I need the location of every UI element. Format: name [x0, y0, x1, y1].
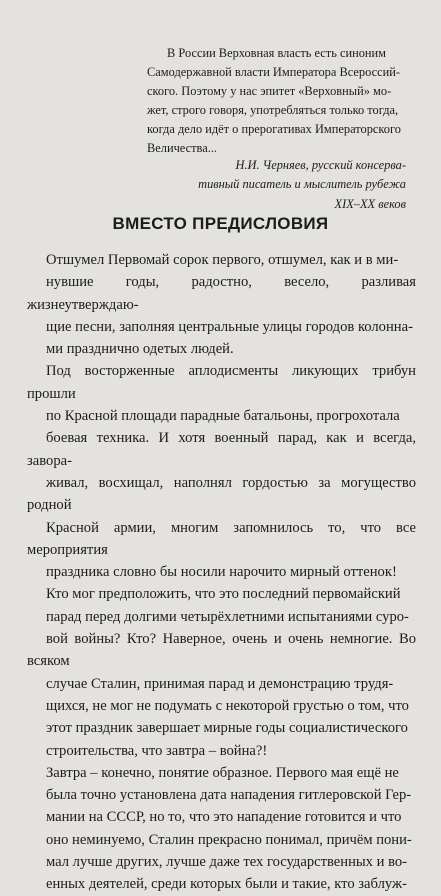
attribution-line: XIX–XX веков: [334, 196, 406, 211]
paragraph: [27, 762, 416, 896]
body-text: [27, 249, 416, 896]
text-line: случае Сталин, принимая парад и демонстрацию трудя-: [46, 675, 394, 692]
epigraph-line: ского. Поэтому у нас эпитет «Верховный» мо-: [147, 84, 392, 99]
text-line: Под восторженные аплодисменты ликующих трибун прошли: [27, 363, 416, 402]
paragraph: [27, 360, 416, 583]
text-line: щие песни, заполняя центральные улицы городов колонна-: [46, 318, 413, 335]
epigraph-line: Величества...: [147, 141, 218, 156]
text-line: Красной армии, многим запомнилось то, что все мероприятия: [27, 519, 416, 558]
epigraph-line: Самодержавной власти Императора Всероссий-: [147, 65, 400, 80]
text-line: оно неминуемо, Сталин прекрасно понимал, причём пони-: [46, 831, 412, 848]
text-line: нувшие годы, радостно, весело, разливая жизнеутверждаю-: [27, 274, 416, 313]
attribution-line: Н.И. Черняев, русский консерва-: [235, 158, 406, 172]
epigraph-line: В России Верховная власть есть синоним: [167, 46, 387, 60]
text-line: мал лучше других, лучше даже тех государственных и во-: [46, 854, 408, 871]
text-line: боевая техника. И хотя военный парад, как и всегда, заворa-: [27, 430, 416, 469]
text-line: щихся, не мог не подумать с некоторой грустью о том, что: [46, 697, 409, 714]
text-line: праздника словно бы носили нарочито мирный оттенок!: [46, 564, 397, 581]
epigraph-line: когда дело идёт о прерогативах Императорского: [147, 122, 401, 137]
text-line: строительства, что завтра – война?!: [46, 742, 268, 759]
epigraph-attribution: [176, 156, 406, 214]
epigraph-line: жет, строго говоря, употребляться только тогда,: [147, 103, 399, 118]
text-line: вой войны? Кто? Наверное, очень и очень немногие. Во всяком: [27, 631, 416, 670]
text-line: парад перед долгими четырёхлетними испытаниями суро-: [46, 608, 409, 625]
chapter-heading: ВМЕСТО ПРЕДИСЛОВИЯ: [112, 214, 329, 233]
text-line: этот праздник завершает мирные годы социалистического: [46, 720, 408, 737]
text-line: ми празднично одетых людей.: [46, 341, 234, 358]
text-line: мании на СССР, но то, что это нападение готовится и что: [46, 809, 402, 826]
epigraph: [147, 44, 424, 159]
paragraph: [27, 249, 416, 360]
text-line: енных деятелей, среди которых были и такие, кто заблуж-: [46, 876, 407, 893]
text-line: по Красной площади парадные батальоны, прогрохотала: [46, 408, 400, 425]
attribution-line: тивный писатель и мыслитель рубежа: [198, 177, 406, 192]
text-line: Отшумел Первомай сорок первого, отшумел, как и в ми-: [46, 252, 399, 268]
text-line: живал, восхищал, наполнял гордостью за могущество родной: [27, 474, 416, 514]
text-line: была точно установлена дата нападения гитлеровской Гер-: [46, 787, 412, 804]
text-line: Кто мог предположить, что это последний первомайский: [46, 586, 401, 603]
text-line: Завтра – конечно, понятие образное. Первого мая ещё не: [46, 764, 399, 781]
paragraph: [27, 583, 416, 761]
